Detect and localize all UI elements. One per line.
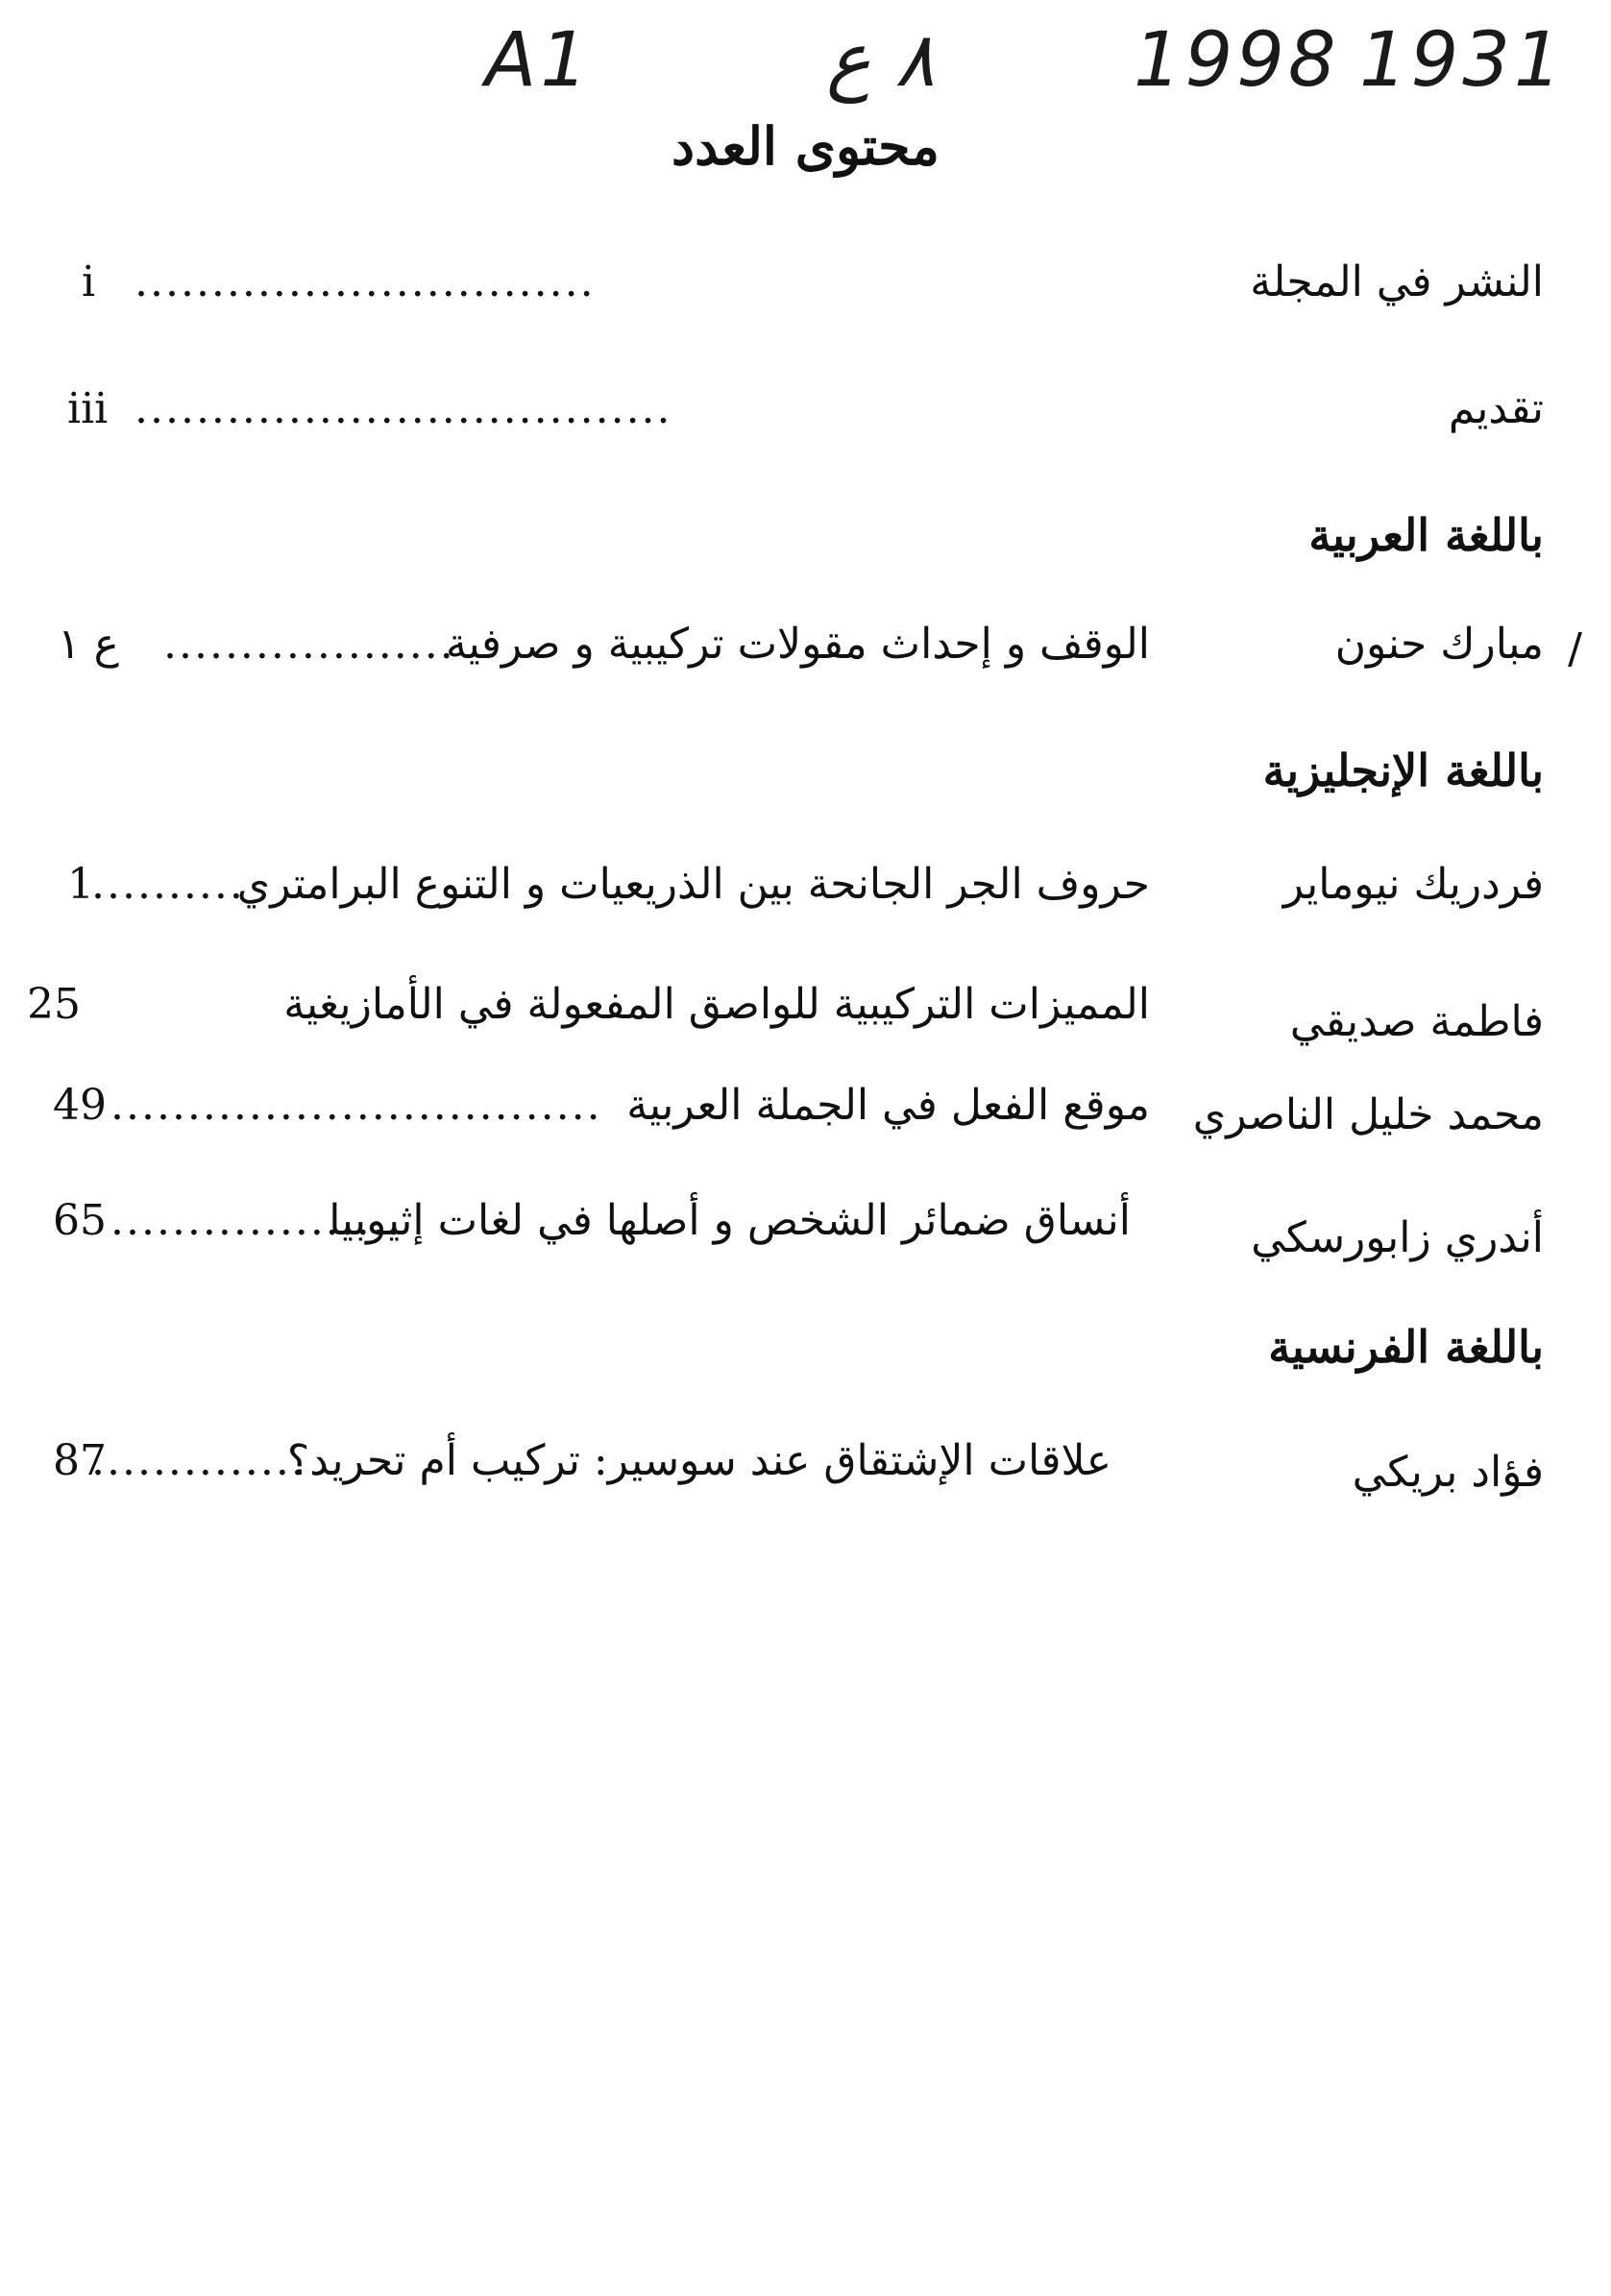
page-title: محتوى العدد xyxy=(671,115,940,177)
toc-entry-title: المميزات التركيبية للواصق المفعولة في الأمازيغية xyxy=(283,980,1150,1029)
toc-row xyxy=(0,860,1611,937)
handwritten-issue-number: ٨ ع xyxy=(826,17,936,104)
toc-row xyxy=(0,980,1611,1057)
toc-row xyxy=(0,384,1611,461)
toc-leader-dots: ................................... xyxy=(134,384,672,433)
toc-entry-title: حروف الجر الجانحة بين الذريعيات و التنوع البرامتري xyxy=(236,860,1150,909)
toc-leader-dots: ................... xyxy=(163,620,455,669)
toc-leader-dots: .......... xyxy=(91,860,245,909)
toc-author: أندري زابورسكي xyxy=(1251,1213,1544,1262)
toc-entry-title: أنساق ضمائر الشخص و أصلها في لغات إثيوبيا xyxy=(329,1196,1131,1245)
toc-row xyxy=(0,620,1611,696)
handwritten-tick-mark: / xyxy=(1568,624,1582,673)
section-heading-french: باللغة الفرنسية xyxy=(1268,1321,1544,1373)
toc-page-number: 25 xyxy=(27,980,81,1029)
toc-row xyxy=(0,1196,1611,1273)
toc-page-number: 1 xyxy=(67,860,94,909)
toc-page-number: iii xyxy=(67,384,109,433)
toc-author: محمد خليل الناصري xyxy=(1192,1090,1544,1139)
toc-page-number: 65 xyxy=(53,1196,107,1245)
toc-row xyxy=(0,257,1611,334)
toc-author: فردريك نيوماير xyxy=(1282,860,1544,909)
toc-author: فؤاد بريكي xyxy=(1352,1448,1544,1497)
toc-page-number: i xyxy=(82,257,96,306)
toc-entry-title: الوقف و إحداث مقولات تركيبية و صرفية xyxy=(445,620,1150,669)
toc-author: فاطمة صديقي xyxy=(1289,997,1544,1046)
toc-entry-title: علاقات الإشتقاق عند سوسير: تركيب أم تحريد؟ xyxy=(286,1436,1111,1485)
toc-entry-title: النشر في المجلة xyxy=(1250,257,1544,306)
section-heading-arabic: باللغة العربية xyxy=(1308,509,1544,561)
toc-row xyxy=(0,1081,1611,1158)
toc-leader-dots: .............. xyxy=(91,1436,306,1485)
handwritten-year-2: 1931 xyxy=(1359,17,1566,104)
toc-entry-title: تقديم xyxy=(1448,384,1544,433)
toc-page-number: ع ١ xyxy=(58,620,119,669)
handwritten-year-1: 1998 xyxy=(1134,17,1340,104)
toc-entry-title: موقع الفعل في الجملة العربية xyxy=(626,1081,1150,1130)
toc-leader-dots: ................................ xyxy=(110,1081,602,1130)
section-heading-english: باللغة الإنجليزية xyxy=(1262,745,1544,796)
toc-leader-dots: ................... xyxy=(110,1196,403,1245)
toc-row xyxy=(0,1436,1611,1513)
toc-leader-dots: .............................. xyxy=(134,257,596,306)
toc-page-number: 49 xyxy=(53,1081,107,1130)
handwritten-code: A1 xyxy=(485,17,592,104)
toc-author: مبارك حنون xyxy=(1334,620,1544,669)
toc-page-number: 87 xyxy=(53,1436,107,1485)
